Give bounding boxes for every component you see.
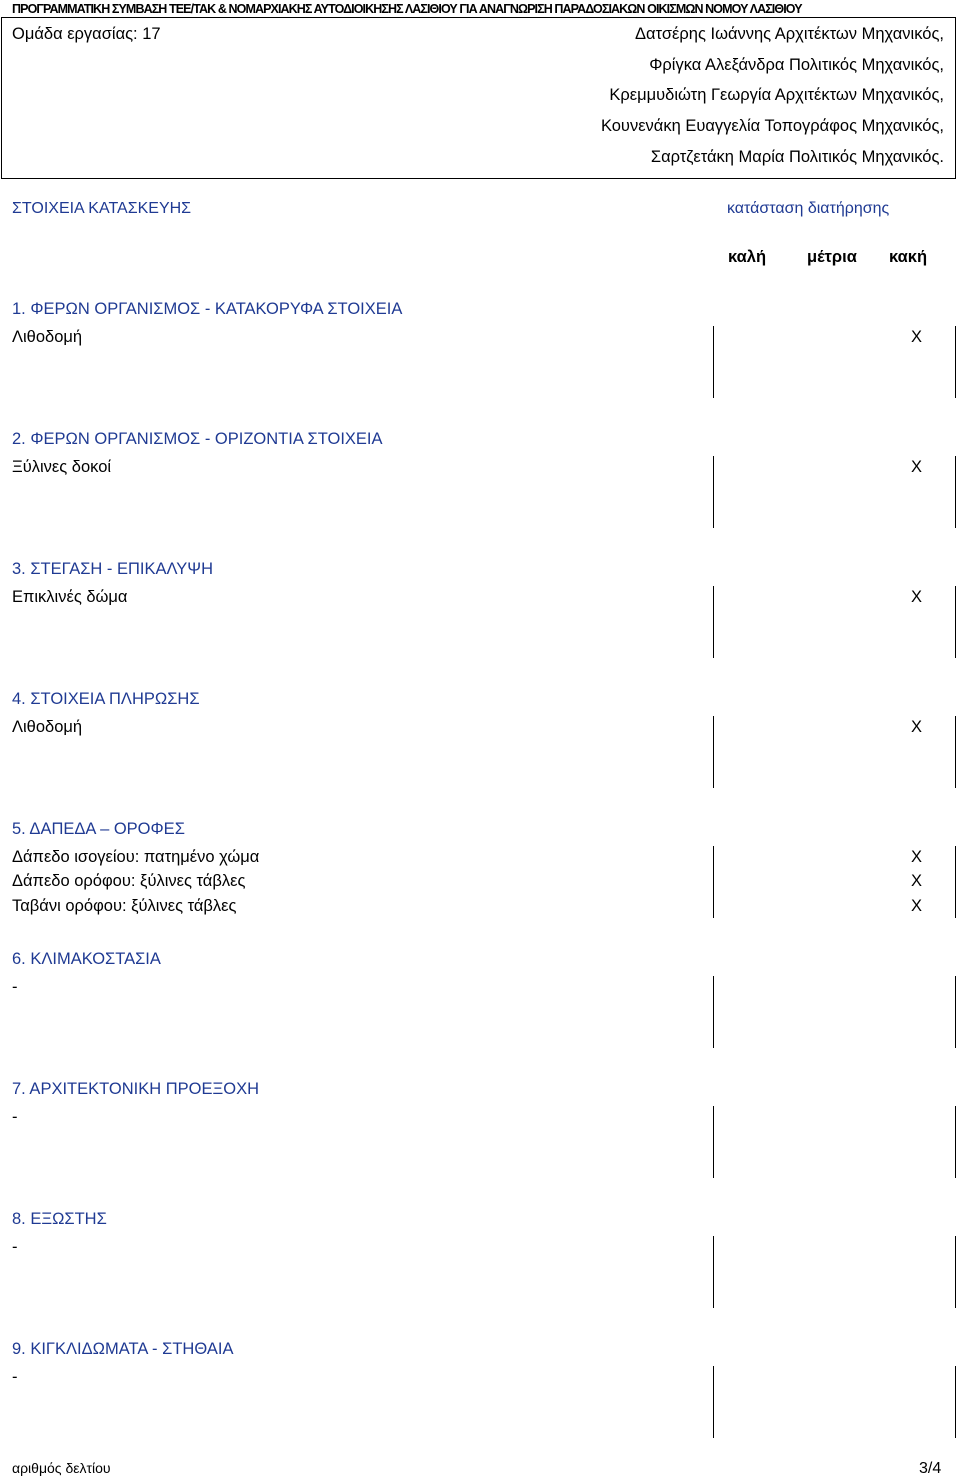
- sheet-number-label: αριθμός δελτίου: [12, 1460, 111, 1476]
- section-item: Δάπεδο ορόφου: ξύλινες τάβλες: [12, 872, 246, 890]
- section-title: 4. ΣΤΟΙΧΕΙΑ ΠΛΗΡΩΣΗΣ: [12, 690, 200, 708]
- section-title: 2. ΦΕΡΩΝ ΟΡΓΑΝΙΣΜΟΣ - ΟΡΙΖΟΝΤΙΑ ΣΤΟΙΧΕΙΑ: [12, 430, 383, 448]
- column-divider: [713, 976, 714, 1048]
- page-number: 3/4: [919, 1460, 942, 1477]
- column-divider: [955, 586, 956, 658]
- section-item: Λιθοδομή: [12, 718, 83, 736]
- team-member: Κρεμμυδιώτη Γεωργία Αρχιτέκτων Μηχανικός,: [609, 86, 944, 104]
- column-divider: [955, 976, 956, 1048]
- column-divider: [713, 1106, 714, 1178]
- section-item: -: [12, 1108, 18, 1126]
- column-bad: κακή: [889, 248, 928, 266]
- column-divider: [955, 1366, 956, 1438]
- column-divider: [713, 586, 714, 658]
- section-item: -: [12, 978, 18, 996]
- column-divider: [713, 1366, 714, 1438]
- section-title: 6. ΚΛΙΜΑΚΟΣΤΑΣΙΑ: [12, 950, 161, 968]
- condition-mark: Χ: [911, 458, 923, 476]
- team-label: Ομάδα εργασίας: 17: [12, 25, 161, 43]
- section-item: -: [12, 1238, 18, 1256]
- team-member: Δατσέρης Ιωάννης Αρχιτέκτων Μηχανικός,: [635, 25, 944, 43]
- section-item: Δάπεδο ισογείου: πατημένο χώμα: [12, 848, 260, 866]
- column-good: καλή: [728, 248, 767, 266]
- condition-mark: Χ: [911, 897, 923, 915]
- team-member: Κουνενάκη Ευαγγελία Τοπογράφος Μηχανικός,: [600, 117, 944, 135]
- section-item: Ταβάνι ορόφου: ξύλινες τάβλες: [12, 897, 237, 915]
- condition-mark: Χ: [911, 588, 923, 606]
- section-title: 1. ΦΕΡΩΝ ΟΡΓΑΝΙΣΜΟΣ - ΚΑΤΑΚΟΡΥΦΑ ΣΤΟΙΧΕΙΑ: [12, 300, 403, 318]
- column-divider: [713, 1236, 714, 1308]
- column-divider: [955, 326, 956, 398]
- column-divider: [955, 456, 956, 528]
- section-title: 7. ΑΡΧΙΤΕΚΤΟΝΙΚΗ ΠΡΟΕΞΟΧΗ: [12, 1080, 259, 1098]
- section-title: 9. ΚΙΓΚΛΙΔΩΜΑΤΑ - ΣΤΗΘΑΙΑ: [12, 1340, 234, 1358]
- condition-mark: Χ: [911, 848, 923, 866]
- column-divider: [955, 1236, 956, 1308]
- column-divider: [713, 456, 714, 528]
- column-divider: [713, 716, 714, 788]
- column-divider: [955, 846, 956, 918]
- condition-mark: Χ: [911, 328, 923, 346]
- section-item: -: [12, 1368, 18, 1386]
- column-divider: [955, 1106, 956, 1178]
- column-divider: [713, 326, 714, 398]
- document-header-title: ΠΡΟΓΡΑΜΜΑΤΙΚΗ ΣΥΜΒΑΣΗ ΤΕΕ/ΤΑΚ & ΝΟΜΑΡΧΙΑΚΗΣ ΑΥΤΟΔΙΟΙΚΗΣΗΣ ΛΑΣΙΘΙΟΥ ΓΙΑ ΑΝΑΓΝΩΡΙΣΗ ΠΑΡΑΔΟΣΙΑΚΩΝ ΟΙΚΙΣΜΩΝ ΝΟΜΟΥ ΛΑΣΙΘΙΟΥ: [12, 2, 802, 16]
- column-medium: μέτρια: [807, 248, 857, 266]
- condition-mark: Χ: [911, 872, 923, 890]
- section-title: 3. ΣΤΕΓΑΣΗ - ΕΠΙΚΑΛΥΨΗ: [12, 560, 214, 578]
- construction-heading: ΣΤΟΙΧΕΙΑ ΚΑΤΑΣΚΕΥΗΣ: [12, 200, 192, 217]
- section-title: 8. ΕΞΩΣΤΗΣ: [12, 1210, 107, 1228]
- column-divider: [713, 846, 714, 918]
- section-item: Λιθοδομή: [12, 328, 83, 346]
- condition-label: κατάσταση διατήρησης: [727, 200, 890, 217]
- team-member: Φρίγκα Αλεξάνδρα Πολιτικός Μηχανικός,: [649, 56, 944, 74]
- column-divider: [955, 716, 956, 788]
- section-item: Επικλινές δώμα: [12, 588, 128, 606]
- section-item: Ξύλινες δοκοί: [12, 458, 112, 476]
- team-member: Σαρτζετάκη Μαρία Πολιτικός Μηχανικός.: [650, 148, 944, 166]
- section-title: 5. ΔΑΠΕΔΑ – ΟΡΟΦΕΣ: [12, 820, 185, 838]
- condition-mark: Χ: [911, 718, 923, 736]
